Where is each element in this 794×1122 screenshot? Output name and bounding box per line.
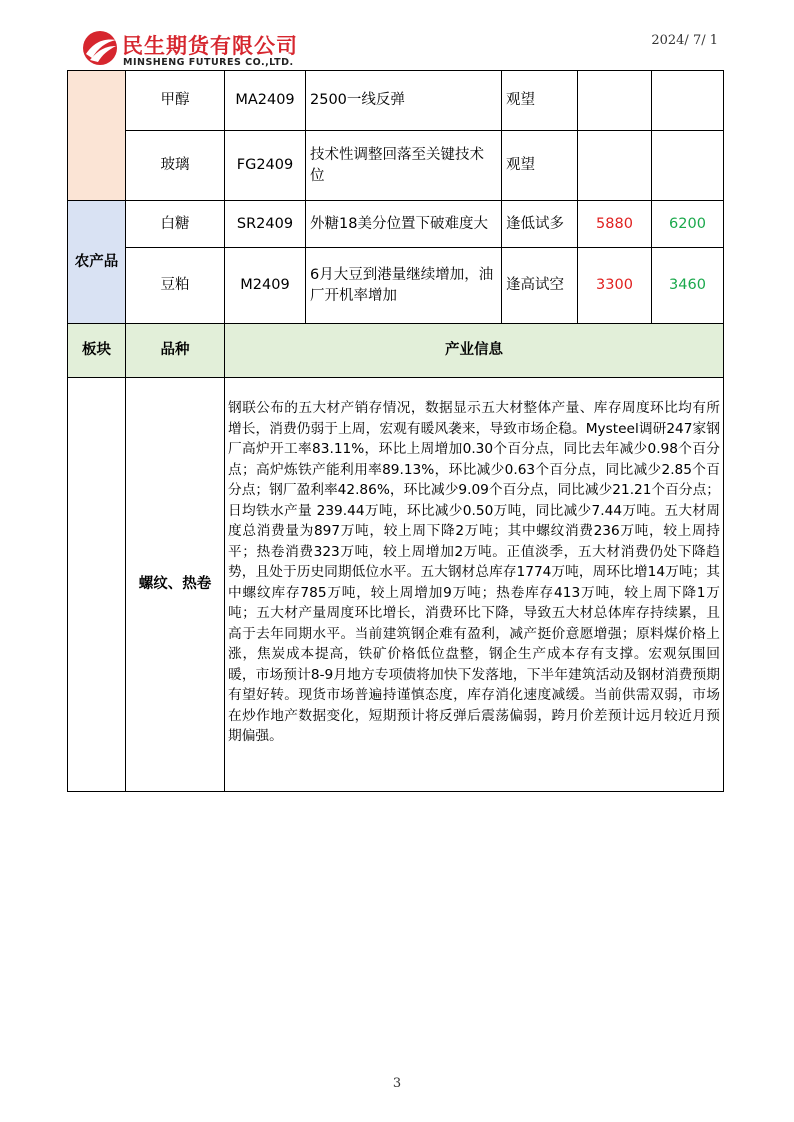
strategy-table [67,70,723,792]
resistance-price [652,131,724,201]
resistance-price [652,71,724,131]
variety-name: 甲醇 [126,71,225,131]
page-header [0,0,794,70]
table-row [68,71,724,131]
resistance-price: 6200 [652,201,724,248]
resistance-price: 3460 [652,248,724,324]
industry-info-text: 钢联公布的五大材产销存情况，数据显示五大材整体产量、库存周度环比均有所增长，消费仍弱于上周，宏观有暖风袭来，导致市场企稳。Mysteel调研247家钢厂高炉开工率83.11%，环比上周增加0.30个百分点，同比去年减少0.98个百分点；高炉炼铁产能利用率89.13%，环比减少0.63个百分点，同比减少2.85个百分点；钢厂盈利率42.86%，环比减少9.09个百分点，同比减少21.21个百分点；日均铁水产量 239.44万吨，环比减少0.50万吨，同比减少7.44万吨。五大材周度总消费量为897万吨，较上周下降2万吨；其中螺纹消费236万吨，较上周持平；热卷消费323万吨，较上周增加2万吨。正值淡季，五大材消费仍处下降趋势，且处于历史同期低位水平。五大钢材总库存1774万吨，周环比增14万吨；其中螺纹库存785万吨，较上周增加9万吨；热卷库存413万吨，较上周下降1万吨；五大材产量周度环比增长，消费环比下降，导致五大材总体库存持续累，且高于去年同期水平。当前建筑钢企难有盈利，减产挺价意愿增强；原料煤价格上涨，焦炭成本提高，铁矿价格低位盘整，钢企生产成本存有支撑。宏观氛围回暖，市场预计8-9月地方专项债将加快下发落地，下半年建筑活动及钢材消费预期有望好转。现货市场普遍持谨慎态度，库存消化速度减缓。当前供需双弱，市场在炒作地产数据变化，短期预计将反弹后震荡偏弱，跨月价差预计远月较近月预期偏强。 [225,378,724,792]
logic-text: 外糖18美分位置下破难度大 [306,201,502,248]
contract-code: FG2409 [225,131,306,201]
contract-code: MA2409 [225,71,306,131]
contract-code: SR2409 [225,201,306,248]
header-variety: 品种 [126,324,225,378]
table-row [68,248,724,324]
variety-name: 白糖 [126,201,225,248]
strategy-text: 逢低试多 [502,201,578,248]
contract-code: M2409 [225,248,306,324]
header-info: 产业信息 [225,324,724,378]
info-sector-cell [68,378,126,792]
support-price [578,131,652,201]
strategy-text: 逢高试空 [502,248,578,324]
info-row [68,378,724,792]
support-price: 3300 [578,248,652,324]
brand-name-cn: 民生期货有限公司 [122,34,298,58]
variety-name: 玻璃 [126,131,225,201]
support-price: 5880 [578,201,652,248]
minsheng-logo-icon [80,28,120,68]
report-date: 2024/ 7/ 1 [651,33,718,48]
info-variety: 螺纹、热卷 [126,378,225,792]
header-sector: 板块 [68,324,126,378]
sector-cell-chemicals [68,71,126,201]
logic-text: 6月大豆到港量继续增加，油厂开机率增加 [306,248,502,324]
support-price [578,71,652,131]
page-number: 3 [392,1076,402,1091]
variety-name: 豆粕 [126,248,225,324]
sector-agri: 农产品 [68,201,126,324]
table-row [68,131,724,201]
strategy-text: 观望 [502,71,578,131]
brand-name-en: MINSHENG FUTURES CO.,LTD. [123,57,294,68]
logic-text: 2500一线反弹 [306,71,502,131]
logic-text: 技术性调整回落至关键技术位 [306,131,502,201]
table-row [68,201,724,248]
info-header-row [68,324,724,378]
strategy-text: 观望 [502,131,578,201]
